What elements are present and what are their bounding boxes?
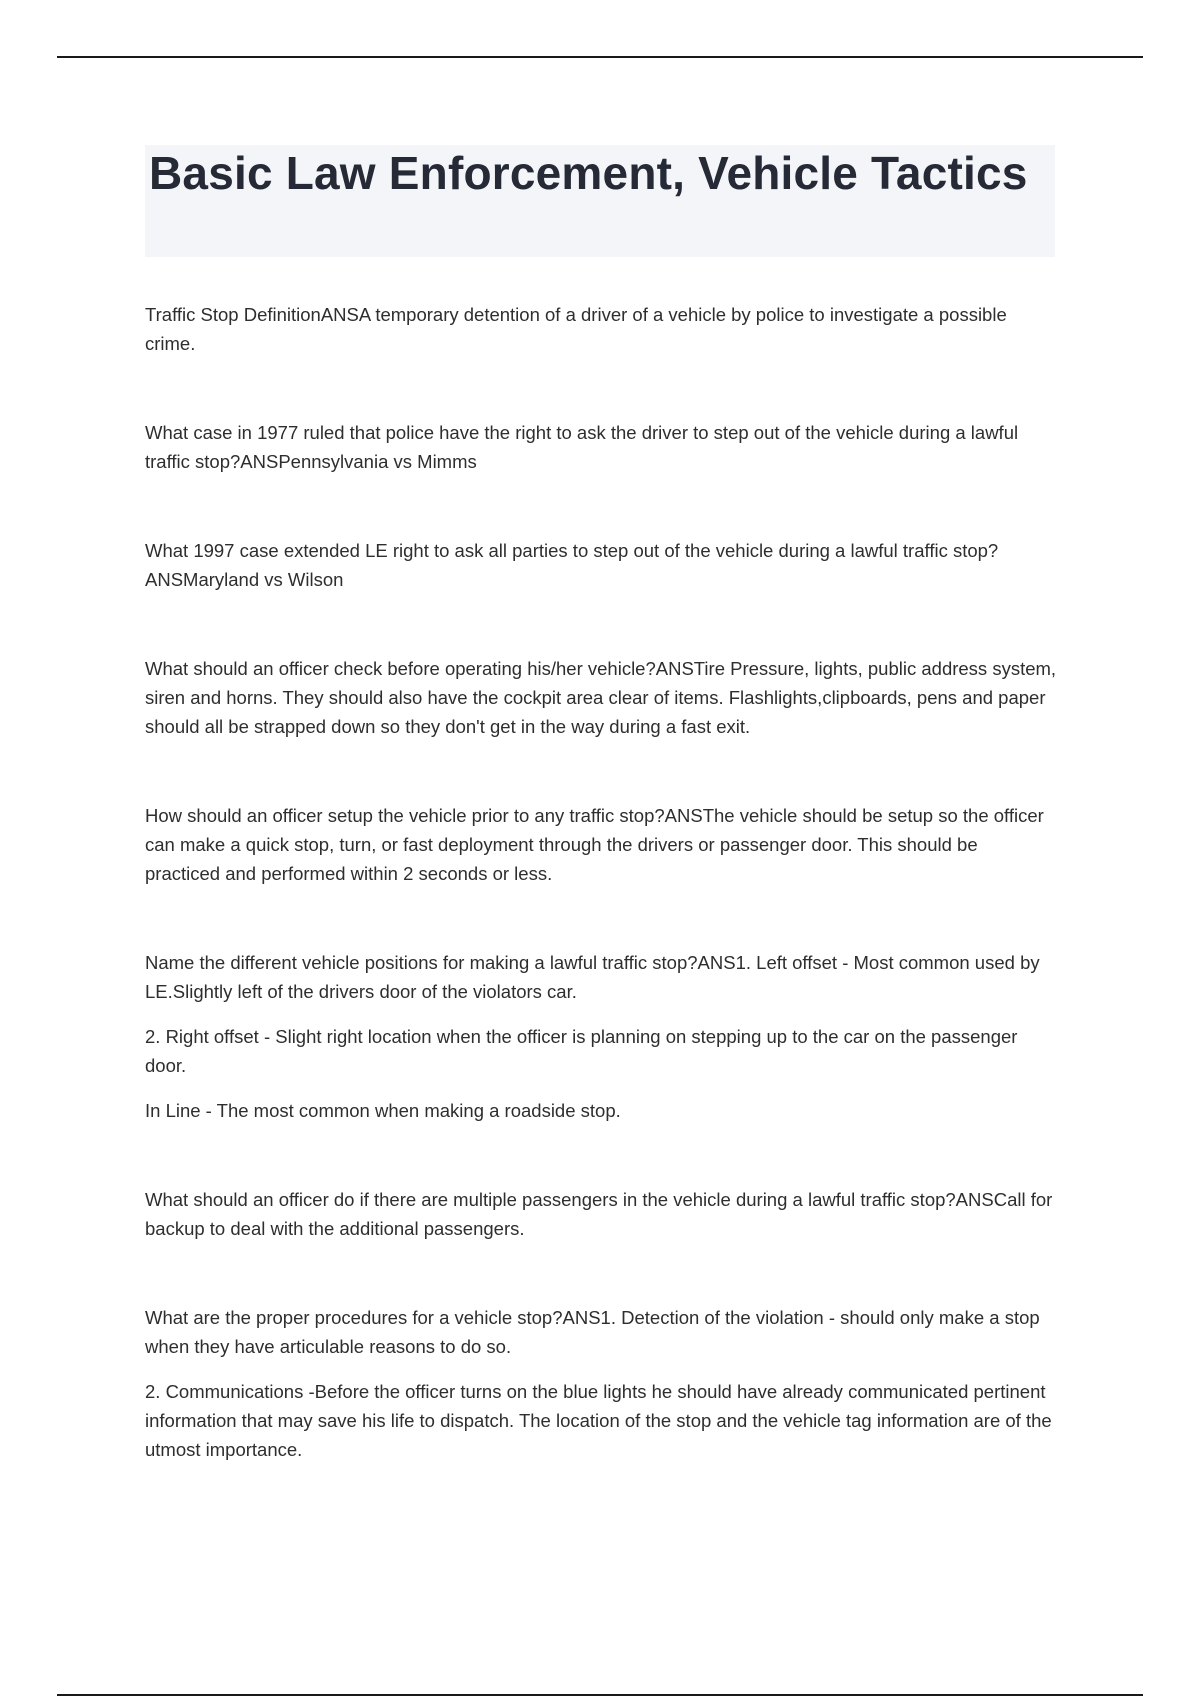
- top-divider: [57, 56, 1143, 58]
- qa-paragraph: 2. Communications -Before the officer turns on the blue lights he should have already communicated pertinent information that may save his life to dispatch. The location of the stop and the vehicle tag information are of the utmost importance.: [145, 1381, 1052, 1460]
- qa-paragraph: What should an officer check before operating his/her vehicle?ANSTire Pressure, lights, public address system, siren and horns. They should also have the cockpit area clear of items. Flashlights,clipboards, pens and paper should all be strapped down so they don't get in the way during a fast exit.: [145, 658, 1057, 737]
- qa-entry-5: [145, 801, 1057, 888]
- qa-paragraph: What case in 1977 ruled that police have the right to ask the driver to step out of the vehicle during a lawful traffic stop?ANSPennsylvania vs Mimms: [145, 422, 1019, 472]
- qa-entry-1: [145, 300, 1057, 358]
- qa-entry-2: [145, 418, 1057, 476]
- qa-entry-3: [145, 536, 1057, 594]
- qa-paragraph: Traffic Stop DefinitionANSA temporary detention of a driver of a vehicle by police to investigate a possible crime.: [145, 304, 1007, 354]
- qa-entry-7: [145, 1185, 1057, 1243]
- qa-paragraph: What are the proper procedures for a vehicle stop?ANS1. Detection of the violation - should only make a stop when they have articulable reasons to do so.: [145, 1307, 1040, 1357]
- qa-paragraph: What should an officer do if there are multiple passengers in the vehicle during a lawful traffic stop?ANSCall for backup to deal with the additional passengers.: [145, 1189, 1053, 1239]
- qa-paragraph: Name the different vehicle positions for making a lawful traffic stop?ANS1. Left offset - Most common used by LE.Slightly left of the drivers door of the violators car.: [145, 952, 1040, 1002]
- document-body: [145, 300, 1057, 1524]
- qa-paragraph: In Line - The most common when making a roadside stop.: [145, 1100, 621, 1121]
- title-banner: [145, 145, 1055, 257]
- bottom-divider: [57, 1694, 1143, 1696]
- qa-paragraph: 2. Right offset - Slight right location when the officer is planning on stepping up to the car on the passenger door.: [145, 1026, 1018, 1076]
- qa-entry-4: [145, 654, 1057, 741]
- qa-paragraph: What 1997 case extended LE right to ask all parties to step out of the vehicle during a lawful traffic stop?ANSMaryland vs Wilson: [145, 540, 999, 590]
- qa-paragraph: How should an officer setup the vehicle prior to any traffic stop?ANSThe vehicle should be setup so the officer can make a quick stop, turn, or fast deployment through the drivers or passenger door. This should be practiced and performed within 2 seconds or less.: [145, 805, 1044, 884]
- qa-entry-6: [145, 948, 1057, 1125]
- document-title: Basic Law Enforcement, Vehicle Tactics: [149, 147, 1028, 199]
- qa-entry-8: [145, 1303, 1057, 1464]
